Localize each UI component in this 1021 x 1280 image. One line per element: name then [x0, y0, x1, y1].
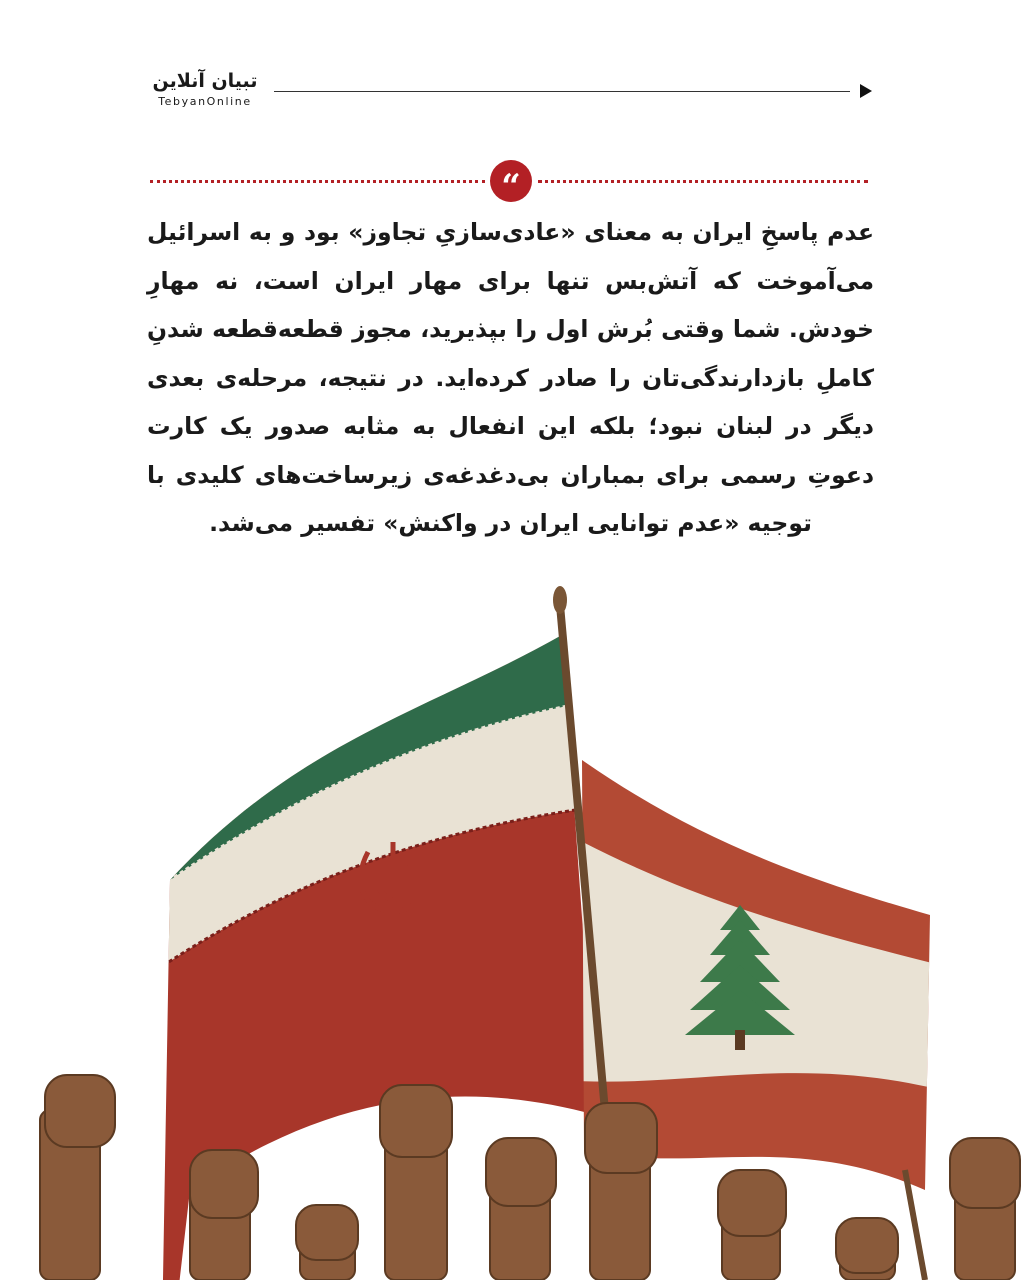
quote-text: عدم پاسخِ ایران به معنای «عادی‌سازیِ تجاوز» بود و به اسرائیل می‌آموخت که آتش‌بس تنها برای مهار ایران است، نه مهارِ خودش. شما وقتی بُرش اول را بپذیرید، مجوز قطعه‌قطعه شدنِ کاملِ بازدارندگی‌تان را صادر کرده‌اید. در نتیجه، مرحله‌ی بعدی دیگر در لبنان نبود؛ بلکه این انفعال به مثابه صدور یک کارت دعوتِ رسمی برای بمباران بی‌دغدغه‌ی زیرساخت‌های کلیدی با توجیه «عدم توانایی ایران در واکنش» تفسیر می‌شد.	[147, 218, 874, 537]
iran-flag	[100, 570, 660, 1280]
brand-logo	[150, 70, 260, 110]
pole-finial	[553, 586, 567, 614]
brand-name-fa: تبیان آنلاین	[152, 70, 258, 92]
header-divider	[274, 91, 850, 92]
dotted-divider-left	[150, 180, 485, 183]
quote-mark-icon: “	[490, 160, 532, 202]
flags-and-fists-illustration	[0, 570, 1021, 1280]
brand-name-en: TebyanOnline	[158, 95, 252, 108]
play-triangle-icon	[860, 84, 872, 98]
dotted-divider-right	[538, 180, 868, 183]
